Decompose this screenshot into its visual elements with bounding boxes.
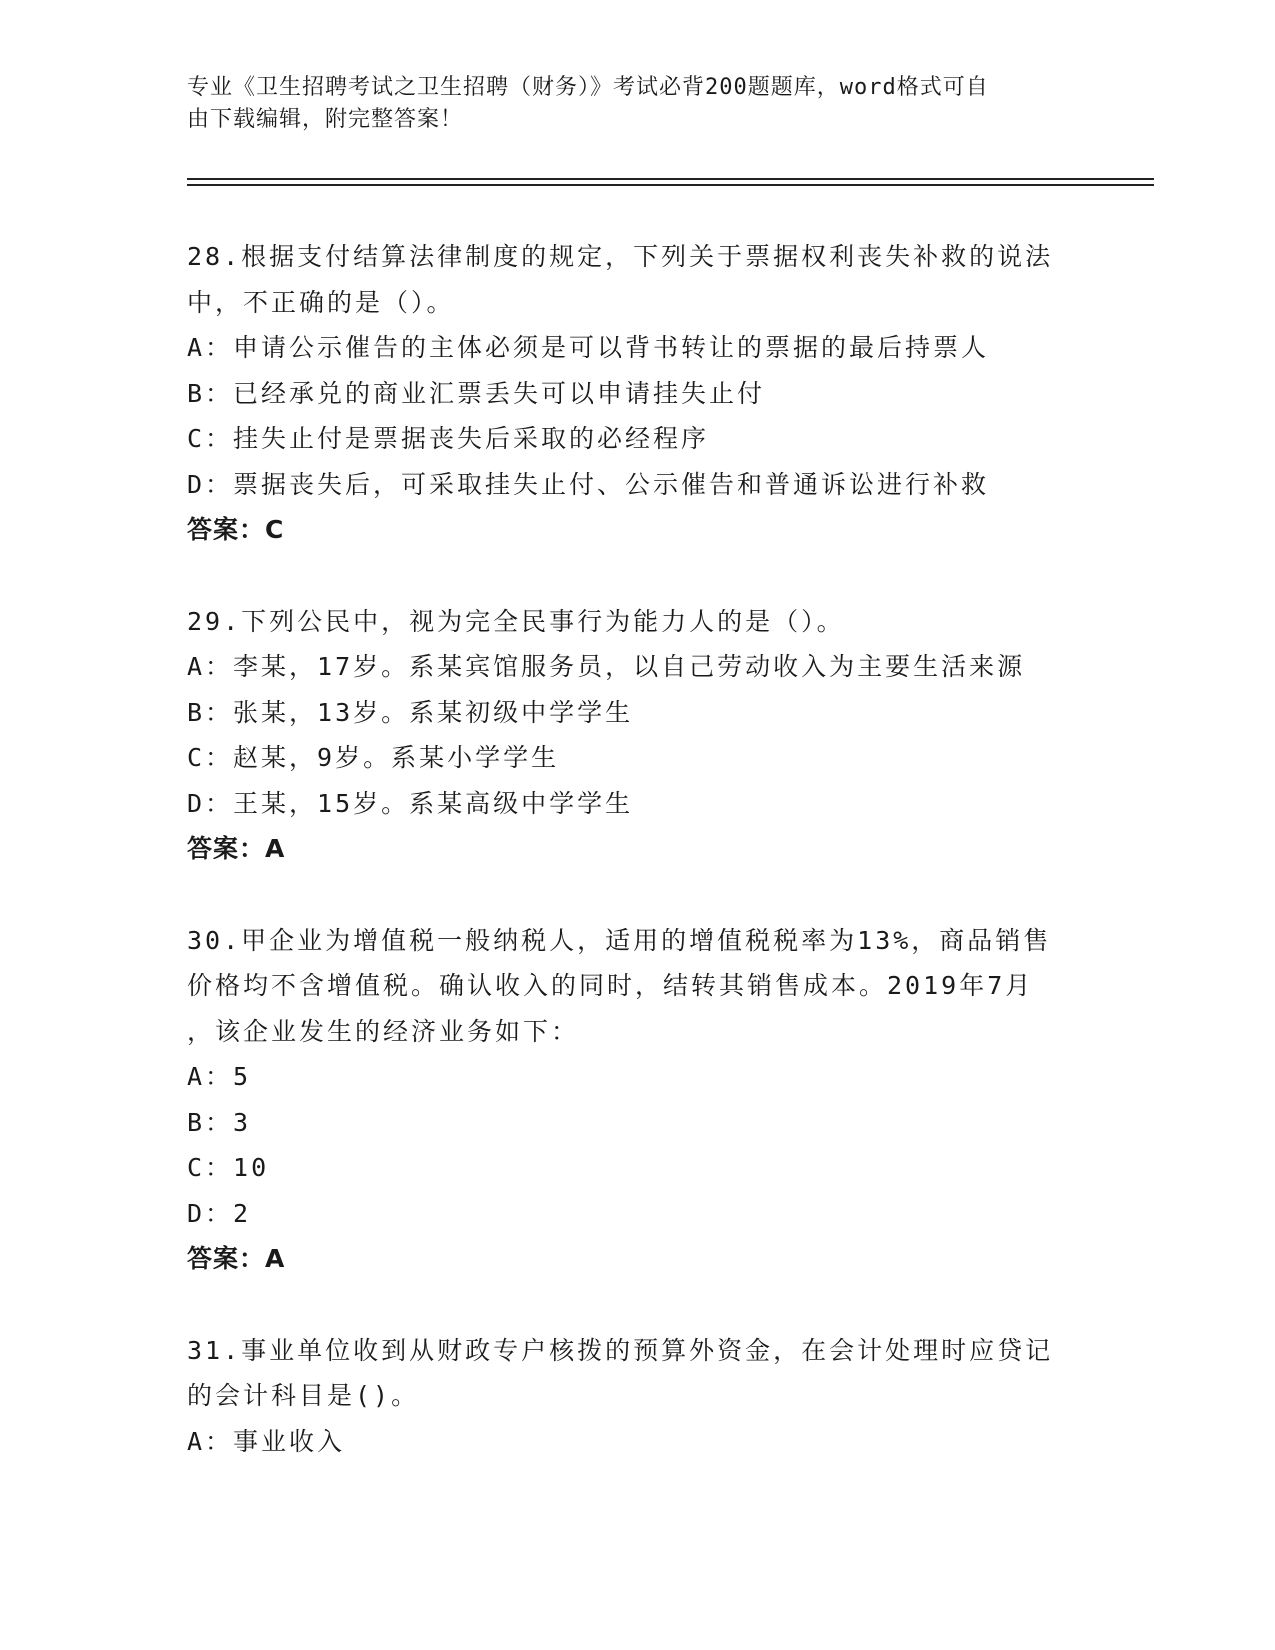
question-text: 29.下列公民中，视为完全民事行为能力人的是（）。 [187, 606, 845, 636]
answer: 答案：A [187, 1244, 286, 1273]
option-c: C：挂失止付是票据丧失后采取的必经程序 [187, 424, 710, 453]
option-a: A：5 [187, 1062, 252, 1091]
option-a: A：李某，17岁。系某宾馆服务员，以自己劳动收入为主要生活来源 [187, 652, 1026, 681]
option-a: A：事业收入 [187, 1426, 346, 1456]
option-b: B：已经承兑的商业汇票丢失可以申请挂失止付 [187, 378, 766, 408]
question-text: 31.事业单位收到从财政专户核拨的预算外资金，在会计处理时应贷记 [187, 1335, 1054, 1365]
header-line: 专业《卫生招聘考试之卫生招聘（财务）》考试必背200题题库，word格式可自 [187, 75, 989, 100]
option-c: C：10 [187, 1153, 270, 1182]
option-d: D：票据丧失后，可采取挂失止付、公示催告和普通诉讼进行补救 [187, 469, 990, 499]
option-d: D：王某，15岁。系某高级中学学生 [187, 788, 634, 818]
question-30 [187, 918, 1087, 1282]
option-b: B：3 [187, 1107, 252, 1137]
option-b: B：张某，13岁。系某初级中学学生 [187, 697, 634, 727]
question-text: 价格均不含增值税。确认收入的同时，结转其销售成本。2019年7月 [187, 971, 1034, 1000]
question-text: 30.甲企业为增值税一般纳税人，适用的增值税税率为13%，商品销售 [187, 925, 1052, 955]
question-text: 中，不正确的是（）。 [187, 287, 455, 317]
question-text: 28.根据支付结算法律制度的规定，下列关于票据权利丧失补救的说法 [187, 242, 1054, 271]
question-28 [187, 234, 1087, 553]
document-header [187, 72, 1087, 136]
option-c: C：赵某，9岁。系某小学学生 [187, 743, 560, 772]
answer: 答案：C [187, 515, 285, 544]
header-divider [187, 184, 1154, 186]
header-line: 由下载编辑，附完整答案！ [187, 107, 464, 132]
question-31 [187, 1328, 1087, 1465]
question-text: ，该企业发生的经济业务如下： [187, 1016, 580, 1046]
option-a: A：申请公示催告的主体必须是可以背书转让的票据的最后持票人 [187, 333, 990, 362]
answer: 答案：A [187, 834, 286, 863]
question-text: 的会计科目是()。 [187, 1381, 420, 1410]
question-list [187, 234, 1087, 1510]
option-d: D：2 [187, 1198, 252, 1228]
question-29 [187, 599, 1087, 872]
header-divider [187, 178, 1154, 180]
